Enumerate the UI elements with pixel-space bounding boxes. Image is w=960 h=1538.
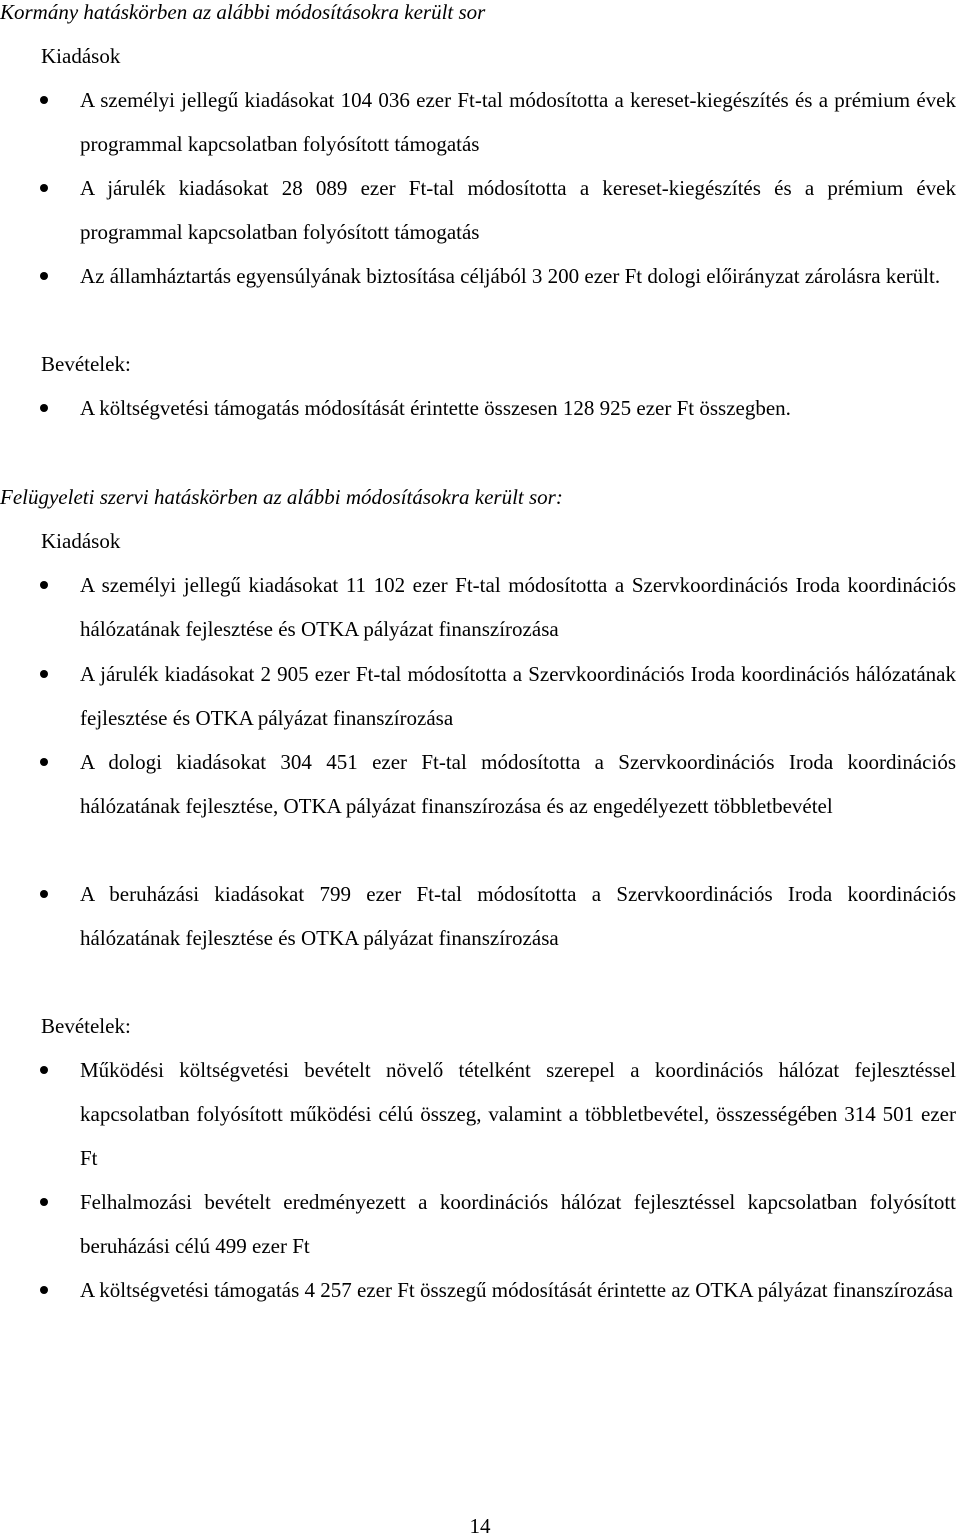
list-item-text: Felhalmozási bevételt eredményezett a koordinációs hálózat fejlesztéssel kapcsolatban folyósított beruházási célú 499 ezer Ft [80,1190,956,1258]
bullet-icon [40,96,48,104]
section-title: Felügyeleti szervi hatáskörben az alábbi módosításokra került sor: [0,485,563,509]
list-item-text: Az államháztartás egyensúlyának biztosítása céljából 3 200 ezer Ft dologi előirányzat zárolásra került. [80,264,941,288]
revenues-label: Bevételek: [41,1014,131,1038]
revenues-label: Bevételek: [41,352,131,376]
list-item-text: Működési költségvetési bevételt növelő tételként szerepel a koordinációs hálózat fejlesztéssel kapcsolatban folyósított működési célú összeg, valamint a többletbevétel, összességében 314 501 ezer Ft [80,1058,956,1170]
bullet-icon [40,1066,48,1074]
page-number: 14 [469,1514,491,1538]
list-item-text: A járulék kiadásokat 28 089 ezer Ft-tal módosította a kereset-kiegészítés és a prémium évek programmal kapcsolatban folyósított támogatás [80,176,956,244]
bullet-icon [40,1198,48,1206]
list-item-text: A dologi kiadásokat 304 451 ezer Ft-tal módosította a Szervkoordinációs Iroda koordinációs hálózatának fejlesztése, OTKA pályázat finanszírozása és az engedélyezett többletbevétel [80,750,956,818]
list-item-text: A költségvetési támogatás 4 257 ezer Ft összegű módosítását érintette az OTKA pályázat finanszírozása [80,1278,953,1302]
bullet-icon [40,670,48,678]
section-title: Kormány hatáskörben az alábbi módosításokra került sor [0,0,486,24]
bullet-icon [40,184,48,192]
list-item-text: A személyi jellegű kiadásokat 104 036 ezer Ft-tal módosította a kereset-kiegészítés és a prémium évek programmal kapcsolatban folyósított támogatás [80,88,956,156]
expenses-label: Kiadások [41,529,121,553]
list-item-text: A járulék kiadásokat 2 905 ezer Ft-tal módosította a Szervkoordinációs Iroda koordinációs hálózatának fejlesztése és OTKA pályázat finanszírozása [80,662,956,730]
bullet-icon [40,404,48,412]
bullet-icon [40,581,48,589]
list-item-text: A személyi jellegű kiadásokat 11 102 ezer Ft-tal módosította a Szervkoordinációs Iroda koordinációs hálózatának fejlesztése és OTKA pályázat finanszírozása [80,573,956,641]
expenses-label: Kiadások [41,44,121,68]
bullet-icon [40,890,48,898]
list-item-text: A költségvetési támogatás módosítását érintette összesen 128 925 ezer Ft összegben. [80,396,791,420]
list-item-text: A beruházási kiadásokat 799 ezer Ft-tal módosította a Szervkoordinációs Iroda koordinációs hálózatának fejlesztése és OTKA pályázat finanszírozása [80,882,956,950]
bullet-icon [40,758,48,766]
bullet-icon [40,1286,48,1294]
bullet-icon [40,272,48,280]
